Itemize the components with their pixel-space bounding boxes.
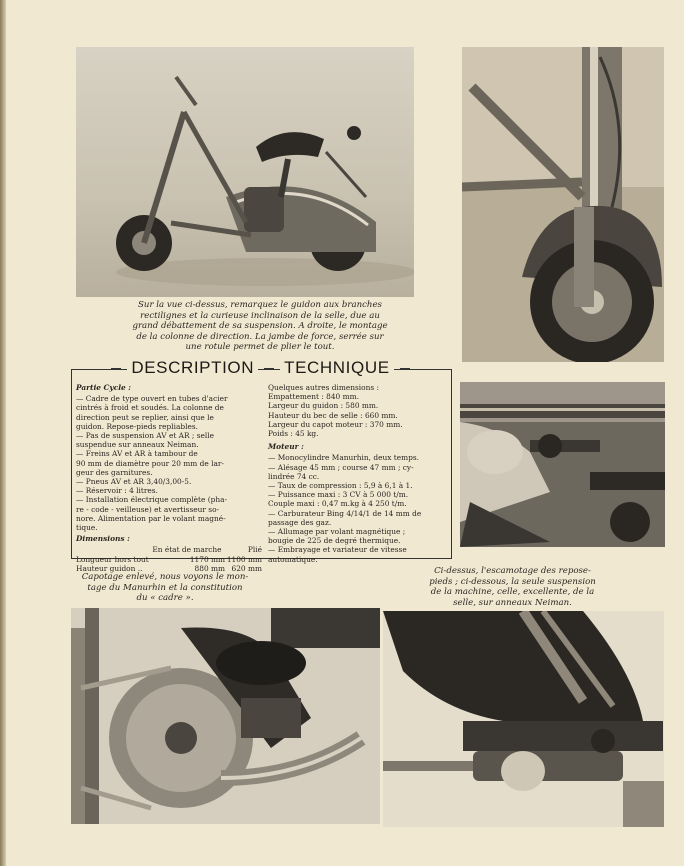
spec-line: re - code - veilleuse) et avertisseur so- [76,504,220,514]
caption-left-line: Capotage enlevé, nous voyons le mon- [81,572,249,582]
spec-line: — Puissance maxi : 3 CV à 5 000 t/m. [268,490,409,500]
dims-value: 1100 mm [226,554,262,564]
caption-top-line: Sur la vue ci-dessus, remarquez le guidon aux branches [138,300,382,310]
dims-value: 1170 mm [189,554,226,564]
spec-line: Largeur du guidon : 580 mm. [268,401,379,411]
spec-line: Hauteur du bec de selle : 660 mm. [268,410,398,420]
dims-value: 880 mm [194,563,226,573]
dims-value: 620 mm [231,563,262,573]
caption-left-line: tage du Manurhin et la constitution [87,582,243,593]
dims-label: Hauteur guidon .. [76,563,143,573]
title-word-description: DESCRIPTION [127,358,258,378]
spec-line: — Installation électrique complète (pha- [76,495,227,505]
column-partie-cycle [76,383,262,573]
dims-label: Longueur hors tout [76,554,149,564]
spec-line: geur des garnitures. [76,467,153,477]
title-rule [400,368,410,369]
heading-partie-cycle: Partie Cycle : [76,383,132,392]
spec-line: — Monocylindre Manurhin, deux temps. [268,453,419,463]
spec-line: cintrés à froid et soudés. La colonne de [76,403,224,413]
caption-top-line: de la colonne de direction. La jambe de force, serrée sur [136,331,384,342]
caption-left-line: du « cadre ». [136,593,194,604]
binding-edge [0,0,6,866]
spec-line: — Freins AV et AR à tambour de [76,449,198,459]
spec-line: bougie de 225 de degré thermique. [268,536,401,546]
caption-right-line: selle, sur anneaux Neiman. [453,597,572,608]
spec-line: Largeur du capot moteur : 370 mm. [268,419,403,429]
caption-top-line: grand débattement de sa suspension. A droite, le montage [132,321,388,332]
caption-right-line: de la machine, celle, excellente, de la [430,587,595,598]
spec-line: — Cadre de type ouvert en tubes d'acier [76,394,228,404]
spec-line: suspendue sur anneaux Neiman. [76,440,199,450]
caption-right-line: Ci-dessus, l'escamotage des repose- [434,566,591,576]
spec-line: Quelques autres dimensions : [268,383,379,392]
photo-scooter-side [76,47,414,297]
spec-line: 90 mm de diamètre pour 20 mm de lar- [76,458,224,468]
spec-line: — Alésage 45 mm ; course 47 mm ; cy- [268,462,414,472]
photo-front-fork [462,47,664,362]
caption-top-line: une rotule permet de plier le tout. [185,342,335,353]
spec-line: — Embrayage et variateur de vitesse [268,545,407,555]
spec-line: — Pneus AV et AR 3,40/3,00-5. [76,477,192,487]
photo-footrest [460,382,665,547]
spec-line: tique. [76,523,98,533]
spec-line: — Pas de suspension AV et AR ; selle [76,431,215,441]
heading-dimensions: Dimensions : [76,534,130,544]
spec-line: — Carburateur Bing 4/14/1 de 14 mm de [268,508,422,518]
spec-line: Couple maxi : 0,47 m.kg à 4 250 t/m. [268,499,407,509]
dims-col2-header: Plié [247,545,262,555]
title-rule [264,368,274,369]
spec-line: — Allumage par volant magnétique ; [268,527,406,537]
title-rule [111,368,121,369]
spec-line: Poids : 45 kg. [268,429,319,439]
title-word-technique: TECHNIQUE [280,358,394,378]
spec-line: Empattement : 840 mm. [268,392,359,402]
caption-top-line: rectilignes et la curieuse inclinaison de la selle, due au [140,310,380,321]
spec-line: nore. Alimentation par le volant magné- [76,513,226,523]
caption-right [415,566,610,608]
spec-line: guidon. Repose-pieds repliables. [76,421,198,431]
dims-row [76,555,262,564]
caption-left [70,572,260,604]
spec-line: — Réservoir : 4 litres. [76,486,158,496]
spec-line: direction peut se replier, ainsi que le [76,412,214,422]
photo-seat-suspension [383,611,664,827]
heading-moteur: Moteur : [268,442,304,452]
photo-engine [71,608,380,824]
spec-line: automatique. [268,554,318,564]
caption-top [100,300,420,353]
spec-line: — Taux de compression : 5,9 à 6,1 à 1. [268,481,413,491]
dims-header-blank [76,545,152,554]
spec-line: lindrée 74 cc. [268,471,320,481]
caption-right-line: pieds ; ci-dessous, la seule suspension [429,576,596,587]
spec-line: passage des gaz. [268,517,332,527]
column-moteur [268,383,446,564]
box-title [72,356,449,380]
dims-col1-header: En état de marche [152,545,222,555]
dimensions-table [76,545,262,573]
